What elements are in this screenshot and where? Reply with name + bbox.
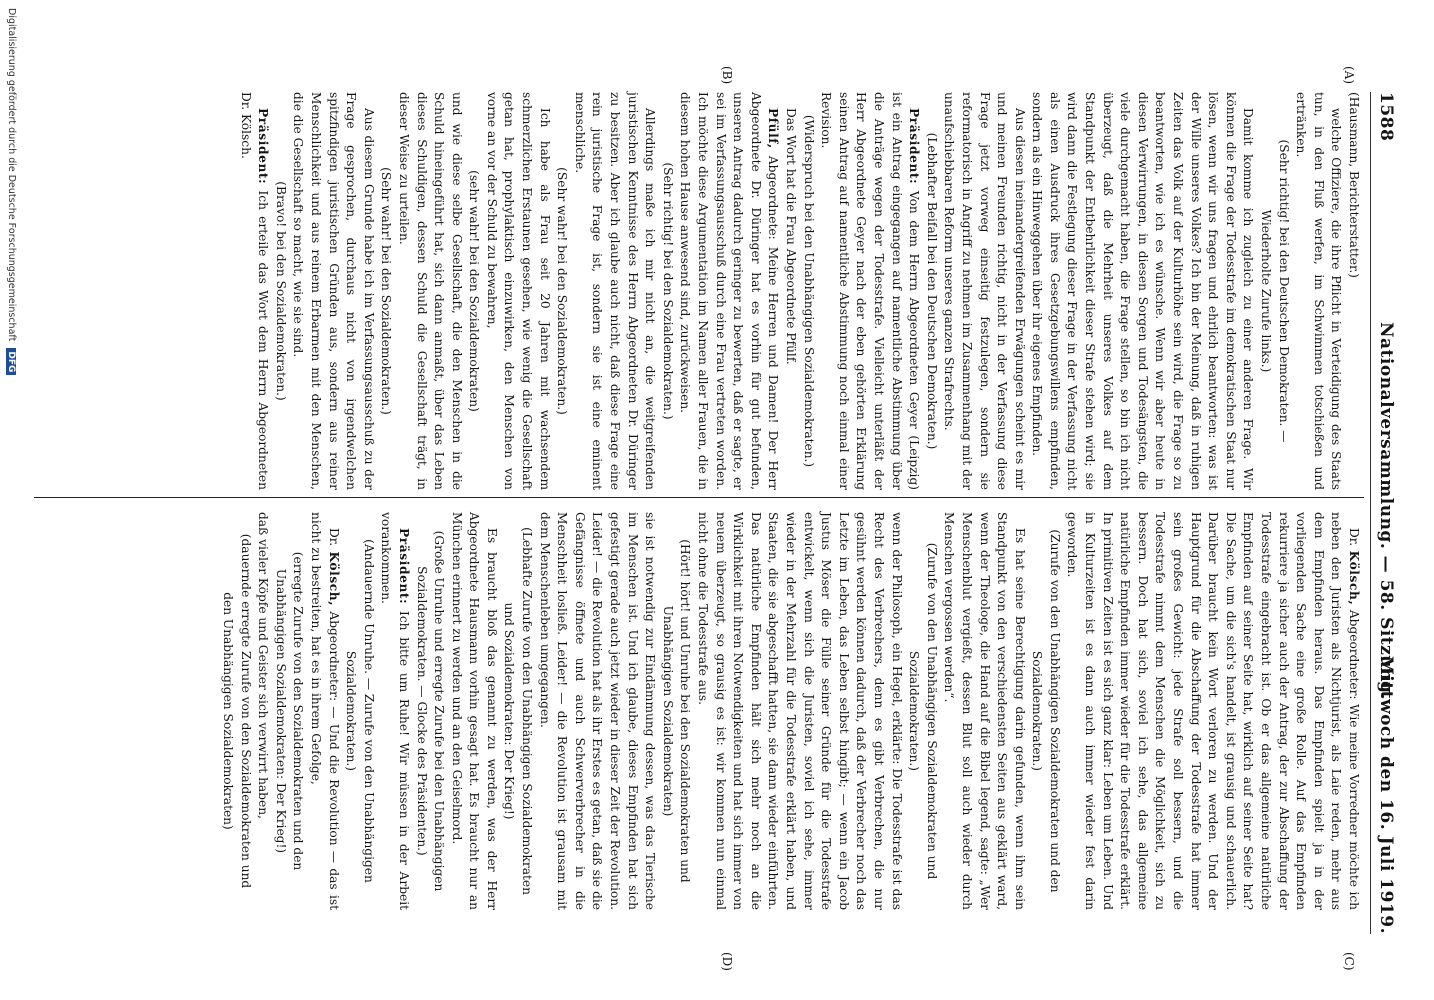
speech-text: Ich bitte um Ruhe! Wir müssen in der Arbeit vorankommen. [379,512,411,910]
interjection: (Hört! hört! und Unruhe bei den Sozialdemokraten und Unabhängigen Sozialdemokraten) [660,539,693,883]
credit-text: Digitalisierung gefördert durch die Deutsche Forschungsgemeinschaft [6,8,17,342]
paragraph [676,92,782,490]
interjection: (Große Unruhe und erregte Zurufe bei den Unabhängigen Sozialdemokraten. — Glocke des Präsidenten.) [414,530,447,892]
margin-marker-c: (C) [1342,952,1356,971]
paragraph: daß vieler Köpfe und Geister sich verwirrt haben, [256,512,271,819]
interjection: (Lebhafter Beifall bei den Deutschen Demokraten.) [924,132,939,450]
paragraph: Es braucht bloß das genannt zu werden, was der Herr Abgeordnete Hausmann vorhin gesagt hat. Es braucht nur an München erinnert zu werden und an den Geiselmord. [449,512,499,910]
interjection: (Zurufe von den Unabhängigen Sozialdemokraten und den Sozialdemokraten.) [1030,529,1062,893]
margin-marker-d: (D) [720,952,734,971]
paragraph [817,92,923,490]
interjection: (dauernde erregte Zurufe von den Sozialdemokraten und den Unabhängigen Sozialdemokraten) [221,533,253,889]
speech-text: Ich erteile das Wort dem Herrn Abgeordneten Dr. Kölsch. [238,92,271,490]
interjection: (Lebhafte Zurufe von den Unabhängigen Sozialdemokraten und Sozialdemokraten: Der Krieg!) [502,527,535,895]
paragraph [1063,512,1362,910]
speaker-title: Dr. [326,528,341,547]
speaker-name: Präsident: [907,108,922,185]
dfg-logo: DFG [6,348,16,375]
column-divider [34,497,1364,498]
header-rule [1370,92,1371,934]
page-title: Nationalversammlung. — 58. Sitzung. [1376,322,1396,700]
paragraph: Ich habe als Frau seit 20 Jahren mit wachsendem schmerzlichen Erstaunen gesehen, wie wenig die Gesellschaft getan hat, prophylaktisch einzuwirken, den Menschen von vorne an vor der Schuld zu bewahren, [484,92,552,490]
interjection: (Sehr wahr! bei den Sozialdemokraten.) [379,167,394,415]
interjection: (Zurufe von den Unabhängigen Sozialdemokraten und Sozialdemokraten.) [907,542,939,880]
interjection: (Sehr richtig! bei den Sozialdemokraten.) [660,162,675,420]
interjection: (Andauernde Unruhe. — Zurufe von den Unabhängigen Sozialdemokraten.) [344,539,376,883]
session-date: Mittwoch den 16. Juli 1919. [1376,655,1396,934]
speaker-name: Kölsch, [1347,550,1361,606]
margin-marker-a: (A) [1342,66,1356,85]
interjection: (Widerspruch bei den Unabhängigen Sozialdemokraten.) [801,114,816,468]
speaker-name: Präsident: [256,108,271,185]
right-column [218,512,1362,910]
margin-marker-b: (B) [720,66,734,85]
paragraph: Aus diesen ineinandergreifenden Erwägungen scheint es mir und meinen Freunden richtig, nicht in der Verfassung diese Frage jetzt vorweg einseitig festzulegen, sondern sie reformatorisch in Angriff zu nehmen im Zusammenhang mit der unaufschiebbaren Reform unseres ganzen Strafrechts. [942,92,1027,490]
paragraph: Das Wort hat die Frau Abgeordnete Pfülf. [784,108,798,365]
speech-text: Abgeordnete: Meine Herren und Damen! Der Herr Abgeordnete Dr. Düringer hat es vorhin für gut befunden, unseren Antrag dadurch geringer zu bewerten, daß er sagte, er sei im Verfassungsausschuß durch eine Frau vertreten worden. Ich möchte diese Argumentation im Namen aller Frauen, die in diesem hohen Hause anwesend sind, zurückweisen. [678,92,781,490]
speech-text: Abgeordneter: Wie meine Vorredner möchte ich neben den Juristen als Nichtjurist, als Laie reden, mehr aus dem Empfinden heraus. Das Empfinden spielt ja in der vorliegenden Sache eine große Rolle. Auf das Empfinden rekurriere ja sicher auch der Antrag, der zur Abschaffung der Todesstrafe eingebracht ist. Ob er das allgemeine natürliche Empfinden auf seiner Seite hat, wirklich auf seiner Seite hat? Die Sache, um die sich's handelt, ist grausig und schauerlich. Darüber braucht kein Wort verloren zu werden. Und der Hauptgrund für die Abschaffung der Todesstrafe hat immer sein großes Gewicht: jede Strafe soll bessern, und die Todesstrafe nimmt dem Menschen die Möglichkeit, sich zu bessern. Doch hat sich, soviel ich sehe, das allgemeine natürliche Empfinden immer wieder für die Todesstrafe erklärt. In primitiven Zeiten ist es sich ganz klar: Leben um Leben. Und in Kulturzeiten ist es dann auch immer wieder fest darin geworden. [1065,512,1361,911]
paragraph: sie ist notwendig zur Eindämmung dessen, was das Tierische im Menschen ist. Und ich glaube, dieses Empfinden hat sich gefestigt gerade auch jetzt wieder in dieser Zeit der Revolution. Leider! — die Revolution hat als ihr Erstes es getan, daß sie die Gefängnisse öffnete und auch Schwerverbrecher in die Menschheit losließ. Leider! — die Revolution ist grausam mit dem Menschenleben umgegangen. [537,512,658,910]
left-column [236,92,1362,490]
speaker-name: Kölsch, [326,551,341,607]
speaker-title: Dr. [1347,528,1361,547]
paragraph: Aus diesem Grunde habe ich im Verfassungsausschuß zu der Frage gesprochen, durchaus nicht von irgendwelchen spitzfindigen juristischen Gründen aus, sondern aus reiner Menschlichkeit und aus reinem Erbarmen mit den Menschen, die die Gesellschaft so macht, wie sie sind. [291,92,376,490]
page-header [1370,92,1396,934]
speaker-note: (Hausmann, Berichterstatter.) [1347,92,1361,279]
paragraph [306,512,341,910]
interjection: (sehr wahr! bei den Sozialdemokraten) [467,170,482,412]
paragraph: Es hat seine Berechtigung darin gefunden, wenn ihm sein Standpunkt von den verschiedensten Seiten aus geklärt ward, wenn der Theologe, die Hand auf die Bibel legend, sagte: „Wer Menschenblut vergießt, dessen Blut soll auch wieder durch Menschen vergossen werden“. [942,512,1027,910]
paragraph [377,512,412,910]
page-number: 1588 [1376,92,1396,142]
paragraph: und wie diese selbe Gesellschaft, die den Menschen in die Schuld hineingeführt hat, sich dann anmaßt, über das Leben dieses Schuldigen, dessen Schuld die Gesellschaft trägt, in dieser Weise zu urteilen. [396,92,464,490]
interjection: (Bravo! bei den Sozialdemokraten.) [273,181,288,401]
interjection: (Sehr wahr! bei den Sozialdemokraten.) [555,167,570,415]
paragraph: welche Offiziere, die ihre Pflicht in Verteidigung des Staats tun, in den Fluß werfen, im Schwimmen totschießen und ertränken. [1294,92,1344,490]
interjection: (Sehr richtig! bei den Deutschen Demokraten. — Wiederholte Zurufe links.) [1259,139,1291,443]
paragraph: Damit komme ich zugleich zu einer anderen Frage. Wir können die Frage der Todesstrafe im demokratischen Staat nur lösen, wenn wir uns fragen und ehrlich beantworten: was ist der Wille unseres Volkes? Ich bin der Meinung, daß in ruhigen Zeiten das Volk auf der Kulturhöhe sein wird, die Frage so zu beantworten, wie ich es wünsche. Wenn wir aber heute in diesen Verwirrungen, in diesen Sorgen und Todesängsten, die viele durchgemacht haben, die Frage stellen, so bin ich nicht überzeugt, daß die Mehrheit unseres Volkes auf dem Standpunkt der Entbehrlichkeit dieser Strafe stehen wird; sie wird dann die Festlegung dieser Frage in der Verfassung nicht als einen Ausdruck ihres Gesetzgebungswillens empfinden, sondern als ein Hinweggehen über ihr eigenes Empfinden. [1030,92,1256,490]
speaker-name: Präsident: [396,528,411,605]
digitization-credit [6,8,17,375]
interjection: (erregte Zurufe von den Sozialdemokraten und den Unabhängigen Sozialdemokraten: Der Krieg!) [273,551,306,871]
speech-text: Abgeordneter: — Und die Revolution — das ist nicht zu bestreiten, hat es in ihrem Gefolge, [308,512,341,911]
speaker-name: Pfülf, [766,108,781,149]
paragraph: wenn der Philosoph, ein Hegel, erklärte: Die Todesstrafe ist das Recht des Verbrechers, denn es gibt Verbrechen, die nur gesühnt werden können dadurch, daß der Verbrecher noch das Letzte im Leben, das Leben selbst hingibt; — wenn ein Jacob Justus Möser die Fülle seiner Gründe für die Todesstrafe entwickelt, wenn sich die Juristen, soviel ich sehe, immer wieder in der Mehrzahl für die Todesstrafe erklärt haben, und Staaten, die sie abgeschafft hatten, sie dann wieder einführten. Das natürliche Empfinden hält sich mehr noch an die Wirklichkeit mit ihren Notwendigkeiten und hat sich immer von neuem überzeugt, so grausig es ist: wir kommen nun einmal nicht ohne die Todesstrafe aus. [696,512,904,910]
paragraph: Allerdings maße ich mir nicht an, die weitgreifenden juristischen Kenntnisse des Herrn Abgeordneten Dr. Düringer zu besitzen. Aber ich glaube auch nicht, daß diese Frage eine rein juristische Frage ist, sondern sie ist eine eminent menschliche. [572,92,658,490]
paragraph [236,92,271,490]
speech-text: Von dem Herrn Abgeordneten Geyer (Leipzig) ist ein Antrag eingegangen auf namentliche Abstimmung über die Anträge wegen der Todesstrafe. Vielleicht unterläßt der Herr Abgeordnete Geyer nach der eben gehörten Erklärung seinen Antrag auf namentliche Abstimmung noch einmal einer Revision. [819,92,922,491]
